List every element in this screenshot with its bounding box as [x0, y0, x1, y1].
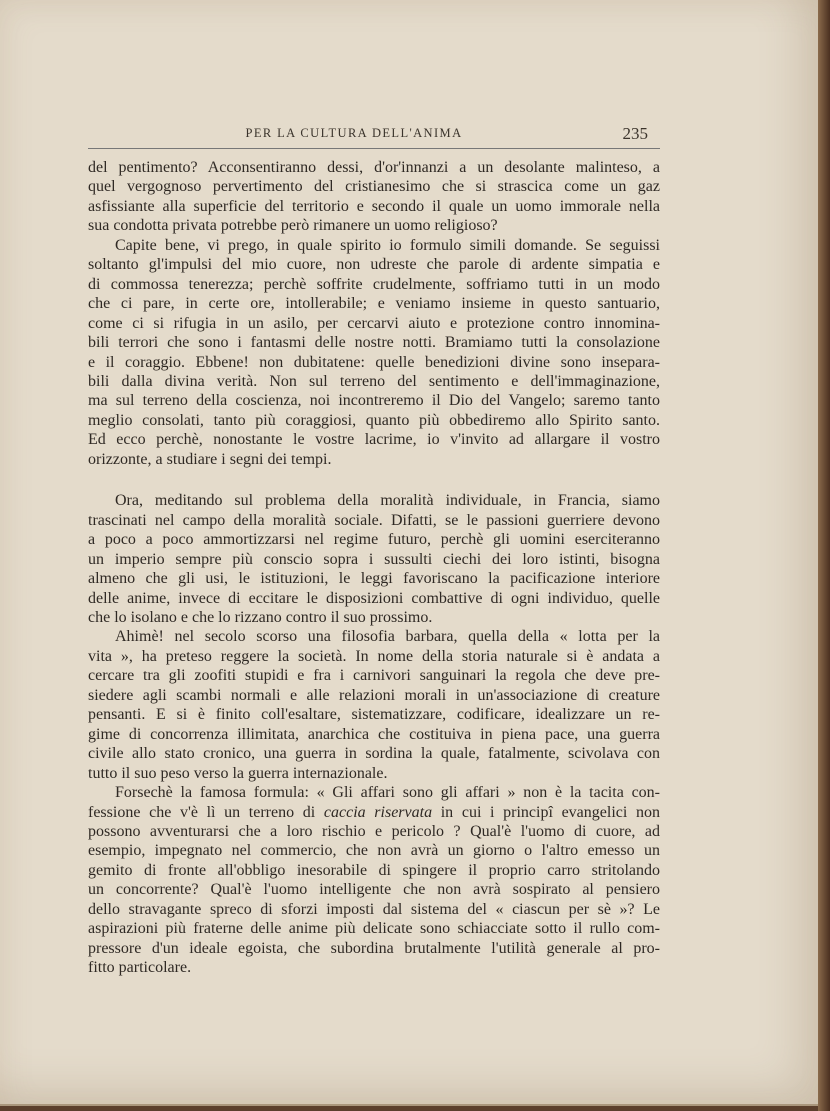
text-line: a poco a poco ammortizzarsi nel regime futuro, perchè gli uomini eserciteranno	[88, 531, 660, 549]
text-line: pensanti. E si è finito coll'esaltare, sistematizzare, codificare, idealizzare un re-	[88, 706, 660, 724]
text-line: siedere agli scambi normali e alle relazioni morali in un'associazione di creature	[88, 686, 660, 704]
text-line: bili dalla divina verità. Non sul terreno del sentimento e dell'immaginazione,	[88, 372, 660, 390]
text-line: orizzonte, a studiare i segni dei tempi.	[88, 450, 332, 468]
text-line: Ahimè! nel secolo scorso una filosofia barbara, quella della « lotta per la	[115, 628, 660, 646]
text-line: dello stravagante spreco di sforzi imposti dal sistema del « ciascun per sè »? Le	[88, 900, 660, 918]
text-line: aspirazioni più fraterne delle anime più delicate sono schiacciate sotto il rullo com-	[88, 920, 660, 938]
text-line: che lo isolano e che lo rizzano contro il suo prossimo.	[88, 608, 433, 626]
text-line: ma sul terreno della coscienza, noi incontreremo il Dio del Vangelo; saremo tanto	[88, 392, 660, 410]
text-line: asfissiante alla superficie del territorio e secondo il quale un uomo immorale nella	[88, 197, 660, 215]
book-spine-edge	[818, 0, 830, 1111]
paragraph	[88, 236, 660, 469]
paragraph	[88, 491, 660, 627]
text-line: e il coraggio. Ebbene! non dubitatene: quelle benedizioni divine sono insepara-	[88, 353, 660, 371]
running-head: PER LA CULTURA DELL'ANIMA	[245, 126, 463, 140]
text-line: gime di concorrenza illimitata, anarchica che costituiva in piena pace, una guerra	[88, 725, 660, 743]
text-line: delle anime, invece di eccitare le disposizioni combattive di ogni individuo, quelle	[88, 589, 660, 607]
text-line: meglio consolati, tanto più coraggiosi, quanto più obbediremo allo Spirito santo.	[88, 411, 660, 429]
text-line: soltanto gl'impulsi del mio cuore, non udreste che parole di ardente simpatia e	[88, 256, 660, 274]
text-run: fessione che v'è lì un terreno di	[88, 803, 324, 821]
text-line: un imperio sempre più conscio sopra i sussulti ciechi dei loro istinti, bisogna	[88, 550, 660, 568]
text-line: trascinati nel campo della moralità sociale. Difatti, se le passioni guerriere devono	[88, 511, 660, 529]
text-line: Capite bene, vi prego, in quale spirito io formulo simili domande. Se seguissi	[115, 236, 660, 254]
text-line: del pentimento? Acconsentiranno dessi, d'or'innanzi a un desolante malinteso, a	[88, 159, 660, 176]
text-line: Forsechè la famosa formula: « Gli affari sono gli affari » non è la tacita con-	[115, 784, 660, 802]
text-run: in cui i principî evangelici non	[432, 803, 660, 821]
text-line: bili terrori che sono i fantasmi delle nostre notti. Bramiamo tutti la consolazione	[88, 334, 660, 352]
text-line: almeno che gli usi, le istituzioni, le leggi favoriscano la pacificazione interiore	[88, 570, 660, 588]
paragraph	[88, 158, 660, 236]
text-line: come ci si rifugia in un asilo, per cercarvi aiuto e protezione contro innomina-	[88, 314, 660, 332]
page-number: 235	[622, 124, 648, 143]
text-line: tutto il suo peso verso la guerra internazionale.	[88, 764, 388, 782]
paragraph	[88, 627, 660, 783]
section-gap	[88, 469, 660, 491]
page-header	[88, 126, 660, 149]
text-line: Ed ecco perchè, nonostante le vostre lacrime, io v'invito ad allargare il vostro	[88, 431, 660, 449]
text-line: esempio, impegnato nel commercio, che non avrà un giorno o l'altro emesso un	[88, 842, 660, 860]
paragraph	[88, 783, 660, 978]
text-line: pressore d'un ideale egoista, che subordina brutalmente l'utilità generale al pro-	[88, 939, 660, 957]
text-line: vita », ha preteso reggere la società. In nome della storia naturale si è andata a	[88, 647, 660, 665]
text-line: fitto particolare.	[88, 959, 192, 977]
text-line: un concorrente? Qual'è l'uomo intelligente che non avrà sospirato al pensiero	[88, 881, 660, 899]
text-line: possono avventurarsi che a loro rischio e pericolo ? Qual'è l'uomo di cuore, ad	[88, 822, 660, 840]
text-line: quel vergognoso pervertimento del cristianesimo che si strascica come un gaz	[88, 178, 660, 196]
text-line: sua condotta privata potrebbe però rimanere un uomo religioso?	[88, 217, 498, 235]
text-line: civile allo stato cronico, una guerra in sordina la quale, fatalmente, scivolava con	[88, 745, 660, 763]
italic-phrase: caccia riservata	[323, 803, 433, 821]
text-line: che ci pare, in certe ore, intollerabile; e veniamo insieme in questo santuario,	[88, 295, 660, 313]
text-line: di commossa tenerezza; perchè soffrite crudelmente, soffriamo tutti in un modo	[88, 275, 660, 293]
body-text	[88, 158, 660, 978]
text-line: Ora, meditando sul problema della moralità individuale, in Francia, siamo	[115, 492, 660, 510]
text-line-with-italic	[88, 803, 660, 822]
text-line: cercare tra gli zoofiti stupidi e fra i carnivori sanguinari la regola che deve pre-	[88, 667, 660, 685]
text-line: gemito di fronte all'obbligo inesorabile di spingere il proprio carro stritolando	[88, 861, 660, 879]
